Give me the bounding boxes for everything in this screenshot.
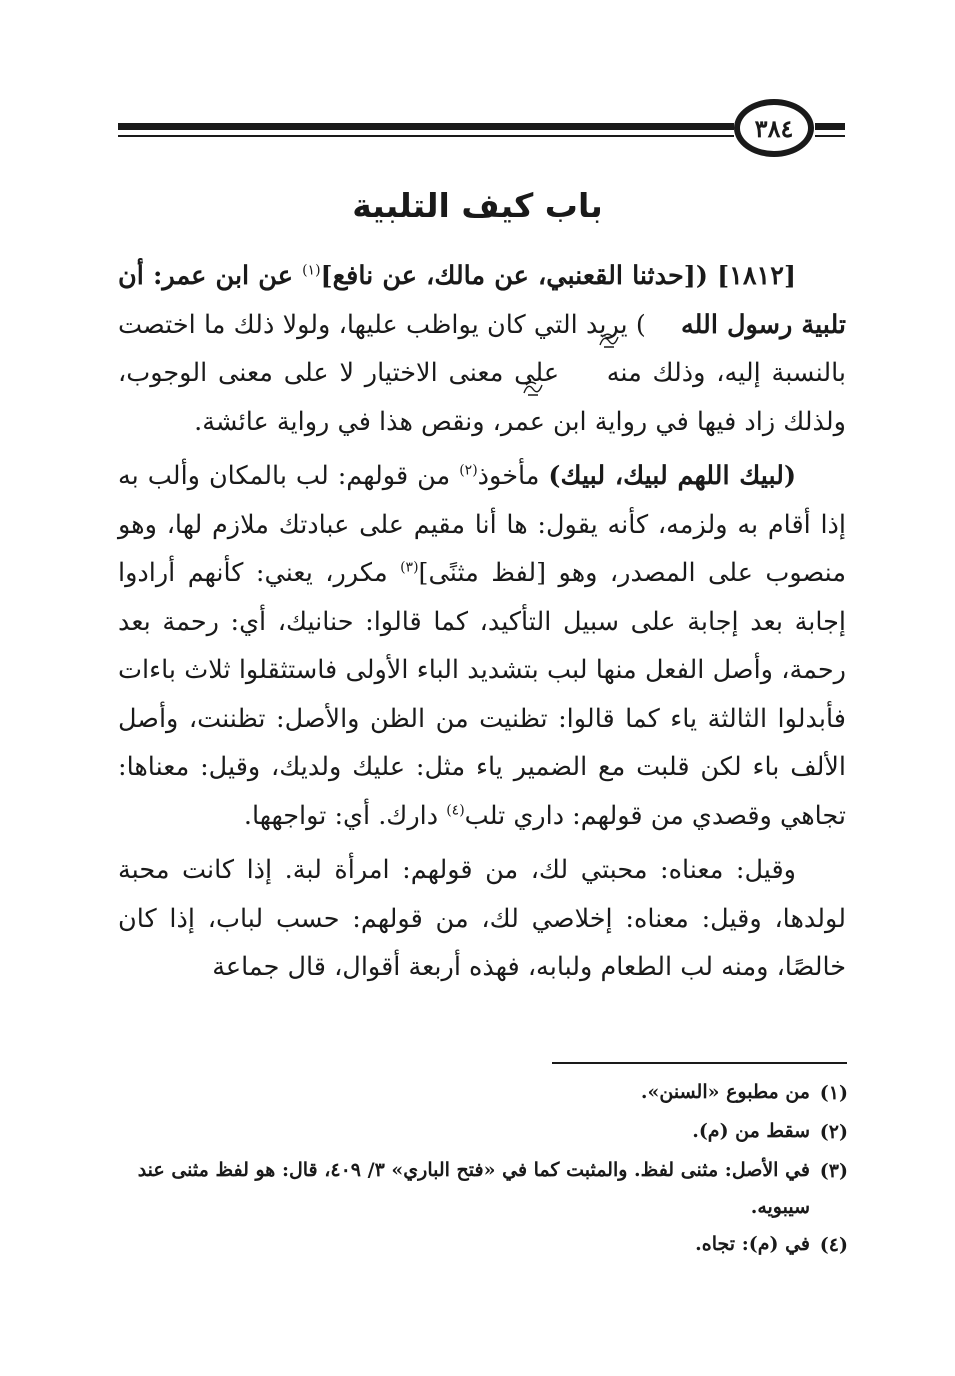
footnote-ref[interactable]: (٢) xyxy=(459,462,478,479)
header-rule-thick xyxy=(118,123,734,130)
footnotes xyxy=(118,1074,848,1265)
footnote-ref[interactable]: (١) xyxy=(302,262,321,279)
header-rule-right-thick xyxy=(815,123,845,130)
header-rule-right-thin xyxy=(815,135,845,137)
alayhi-assalam-ligature-icon xyxy=(572,365,594,383)
footnote-number: (٢) xyxy=(819,1121,848,1143)
footnote-text: من مطبوع «السنن». xyxy=(640,1081,810,1103)
footnote-text: في (م): تجاه. xyxy=(695,1233,810,1255)
paragraph xyxy=(118,252,846,446)
paragraph xyxy=(118,846,846,992)
footnote-text: سقط من (م). xyxy=(692,1120,810,1142)
text-run: وقيل: معناه: محبتي لك، من قولهم: امرأة لبة. إذا كانت محبة لولدها، وقيل: معناه: إخلاصي لك، من قولهم: حسب لباب، إذا كان خالصًا، ومنه لب الطعام ولبابه، فهذه أربعة أقوال، قال جماعة xyxy=(118,855,846,982)
footnote-item xyxy=(118,1074,848,1113)
footnote-ref[interactable]: (٣) xyxy=(400,559,419,576)
footnote-item xyxy=(118,1152,848,1226)
footnote-text: في الأصل: مثنى لفظ. والمثبت كما في «فتح الباري» ٣/ ٤٠٩، قال: هو لفظ مثنى عند سيبويه. xyxy=(137,1159,810,1218)
salla-allahu-alayhi-wasallam-ligature-icon xyxy=(648,317,670,335)
footnote-ref[interactable]: (٤) xyxy=(446,802,465,818)
text-run: مكرر، يعني: كأنهم أرادوا إجابة بعد إجابة على سبيل التأكيد، كما قالوا: حنانيك، أي: رحمة بعد رحمة، وأصل الفعل منها لبب بتشديد الباء الأولى فاستثقلوا ثلاث باءات فأبدلوا الثالثة ياء كما قالوا: تظنيت من الظن والأصل: تظننت، وأصل الألف باء لكن قلبت مع الضمير ياء مثل: عليك ولديك، وقيل: معناها: تجاهي وقصدي من قولهم: داري تلب xyxy=(118,558,846,831)
main-text xyxy=(118,252,846,992)
chapter-title: باب كيف التلبية xyxy=(352,186,603,225)
footnote-number: (٣) xyxy=(819,1160,848,1182)
footnote-item xyxy=(118,1113,848,1152)
text-run: على معنى الاختيار لا على معنى الوجوب، ولذلك زاد فيها في رواية ابن عمر، ونقص هذا في رواية عائشة. xyxy=(118,358,846,437)
text-run: (لبيك اللهم لبيك، لبيك) xyxy=(548,461,797,491)
text-run: ) يريد التي كان يواظب عليها، ولولا ذلك ما اختصت بالنسبة إليه، وذلك منه xyxy=(118,309,846,388)
footnote-item xyxy=(118,1226,848,1265)
text-run: مأخوذ xyxy=(477,461,549,491)
page-header xyxy=(0,0,955,180)
text-run: [١٨١٢] ([حدثنا القعنبي، عن مالك، عن نافع] xyxy=(320,261,797,291)
header-rule-thin xyxy=(118,135,734,137)
text-run: من قولهم: لب بالمكان وألب به إذا أقام به ولزمه، كأنه يقول: ها أنا مقيم على عبادتك ملازم لها، وهو منصوب على المصدر، وهو [لفظ مثنًى] xyxy=(118,461,847,588)
page-number-oval xyxy=(734,99,814,157)
footnote-separator xyxy=(552,1062,847,1064)
page-number: ٣٨٤ xyxy=(754,113,794,143)
text-run: دارك. أي: تواجهها. xyxy=(243,800,447,831)
footnote-number: (١) xyxy=(819,1082,848,1104)
footnote-number: (٤) xyxy=(819,1234,848,1256)
text-run: عن ابن عمر: أن تلبية رسول الله xyxy=(118,261,846,340)
paragraph xyxy=(118,452,846,840)
